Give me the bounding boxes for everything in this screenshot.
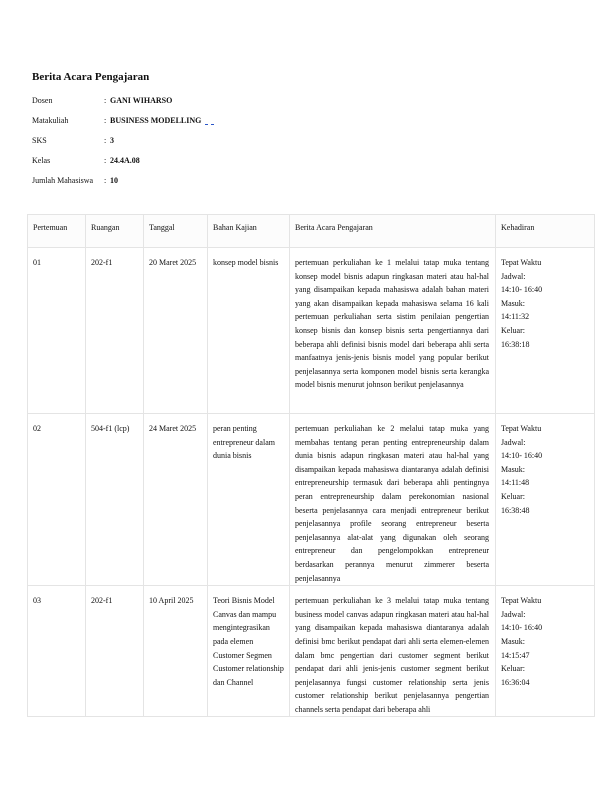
pertemuan-cell: 02	[33, 424, 41, 433]
kehadiran-cell	[496, 586, 594, 689]
meta-row-sks	[32, 136, 214, 156]
keluar-label: Keluar:	[501, 664, 525, 674]
header-pertemuan: Pertemuan	[28, 215, 86, 248]
berita-cell: pertemuan perkuliahan ke 3 melalui tatap muka tentang business model canvas adapun ringkasan materi atau hal-hal yang disampaikan kepada mahasiswa diantaranya adalah definisi bmc berikut pendapat dari ahli serta elemen-elemen dalam bmc pengertian dari customer segment berikut pendapat dari ahli jenis-jenis customer segment berikut penjelasannya fungsi customer relationship serta jenis customer relationship berikut penjelasannya pengertian channels serta pendapat dari beberapa ahli	[295, 596, 489, 714]
kehadiran-cell	[496, 414, 594, 517]
keluar-value: 16:38:48	[501, 505, 530, 515]
masuk-label: Masuk:	[501, 298, 525, 308]
tanggal-cell: 24 Maret 2025	[149, 424, 197, 433]
header-tanggal: Tanggal	[144, 215, 208, 248]
status-text: Tepat Waktu	[501, 258, 542, 267]
meta-colon: :	[104, 116, 107, 125]
meta-colon: :	[104, 156, 107, 165]
page-title: Berita Acara Pengajaran	[32, 71, 150, 83]
meta-value: GANI WIHARSO	[110, 96, 173, 105]
tanggal-cell: 20 Maret 2025	[149, 258, 197, 267]
meta-value: 3	[110, 136, 114, 145]
meta-label: Dosen	[32, 96, 53, 105]
masuk-label: Masuk:	[501, 464, 525, 474]
bahan-cell: konsep model bisnis	[213, 258, 279, 267]
meta-row-dosen	[32, 96, 214, 116]
header-kehadiran: Kehadiran	[496, 215, 595, 248]
berita-cell: pertemuan perkuliahan ke 1 melalui tatap muka tentang konsep model bisnis adapun ringkasan materi atau hal-hal yang disampaikan kepada mahasiswa adalah bahan materi yang akan disampaikan kepada mahasiswa selama 16 kali pertemuan perkuliahan serta sistim penilaian pengertian konsep bisnis dan konsep bisnis serta pengertiannya dari beberapa ahli definisi bisnis model dari beberapa ahli serta manfaatnya jenis-jenis bisnis model yang popular berikut penjelasannya serta komponen model bisnis serta kerangka model bisnis menurut johnson berikut penjelasannya	[295, 258, 489, 390]
header-berita-acara: Berita Acara Pengajaran	[290, 215, 496, 248]
berita-cell: pertemuan perkuliahan ke 2 melalui tatap muka yang membahas tentang peran penting entrepreneurship dalam dunia bisnis adapun ringkasan materi atau hal-hal yang disampaikan kepada mahasiswa diantaranya adalah definisi entrepreneurship termasuk dari beberapa ahli pentingnya peran entrepreneurship dalam perekonomian nasional beserta penjelasannya cara menjadi entrepreneur berikut penjelasannya profile seorang entrepreneur beserta penjelasannya alat-alat yang digunakan oleh seorang entrepreneur dan pengelompokkan entrepreneur berdasarkan perannya menurut zimmerer beserta penjelasannya	[295, 424, 489, 583]
meta-colon: :	[104, 136, 107, 145]
pertemuan-cell: 01	[33, 258, 41, 267]
meta-value: BUSINESS MODELLING	[110, 116, 202, 125]
jadwal-value: 14:10- 16:40	[501, 623, 543, 633]
meta-value: 10	[110, 176, 118, 185]
header-bahan-kajian: Bahan Kajian	[208, 215, 290, 248]
meta-block	[32, 96, 214, 196]
jadwal-label: Jadwal:	[501, 437, 526, 447]
masuk-value: 14:15:47	[501, 650, 530, 660]
jadwal-label: Jadwal:	[501, 271, 526, 281]
meta-row-matakuliah	[32, 116, 214, 136]
kehadiran-cell	[496, 248, 594, 351]
ruangan-cell: 504-f1 (lcp)	[91, 424, 130, 433]
jadwal-value: 14:10- 16:40	[501, 285, 543, 295]
table-row	[28, 586, 595, 717]
masuk-value: 14:11:32	[501, 312, 530, 322]
keluar-label: Keluar:	[501, 325, 525, 335]
masuk-label: Masuk:	[501, 636, 525, 646]
bahan-cell: peran penting entrepreneur dalam dunia bisnis	[213, 424, 275, 461]
jadwal-label: Jadwal:	[501, 609, 526, 619]
ruangan-cell: 202-f1	[91, 258, 113, 267]
keluar-label: Keluar:	[501, 491, 525, 501]
meta-label: Matakuliah	[32, 116, 69, 125]
bahan-cell: Teori Bisnis Model Canvas dan mampu mengintegrasikan pada elemen Customer Segmen Customer relationship dan Channel	[213, 596, 284, 687]
keluar-value: 16:36:04	[501, 677, 530, 687]
meta-label: Kelas	[32, 156, 51, 165]
link-icon[interactable]	[205, 116, 214, 125]
table-header-row	[28, 215, 595, 248]
meta-label: SKS	[32, 136, 47, 145]
pertemuan-cell: 03	[33, 596, 41, 606]
meta-colon: :	[104, 96, 107, 105]
meta-row-jumlah	[32, 176, 214, 196]
meta-row-kelas	[32, 156, 214, 176]
table-row	[28, 414, 595, 586]
header-ruangan: Ruangan	[86, 215, 144, 248]
status-text: Tepat Waktu	[501, 596, 542, 606]
meta-colon: :	[104, 176, 107, 185]
jadwal-value: 14:10- 16:40	[501, 451, 543, 461]
ruangan-cell: 202-f1	[91, 596, 113, 606]
masuk-value: 14:11:48	[501, 478, 530, 488]
tanggal-cell: 10 April 2025	[149, 596, 194, 606]
attendance-table	[27, 214, 595, 717]
table-row	[28, 248, 595, 414]
keluar-value: 16:38:18	[501, 339, 530, 349]
status-text: Tepat Waktu	[501, 424, 542, 433]
meta-value: 24.4A.08	[110, 156, 140, 165]
meta-label: Jumlah Mahasiswa	[32, 176, 94, 185]
